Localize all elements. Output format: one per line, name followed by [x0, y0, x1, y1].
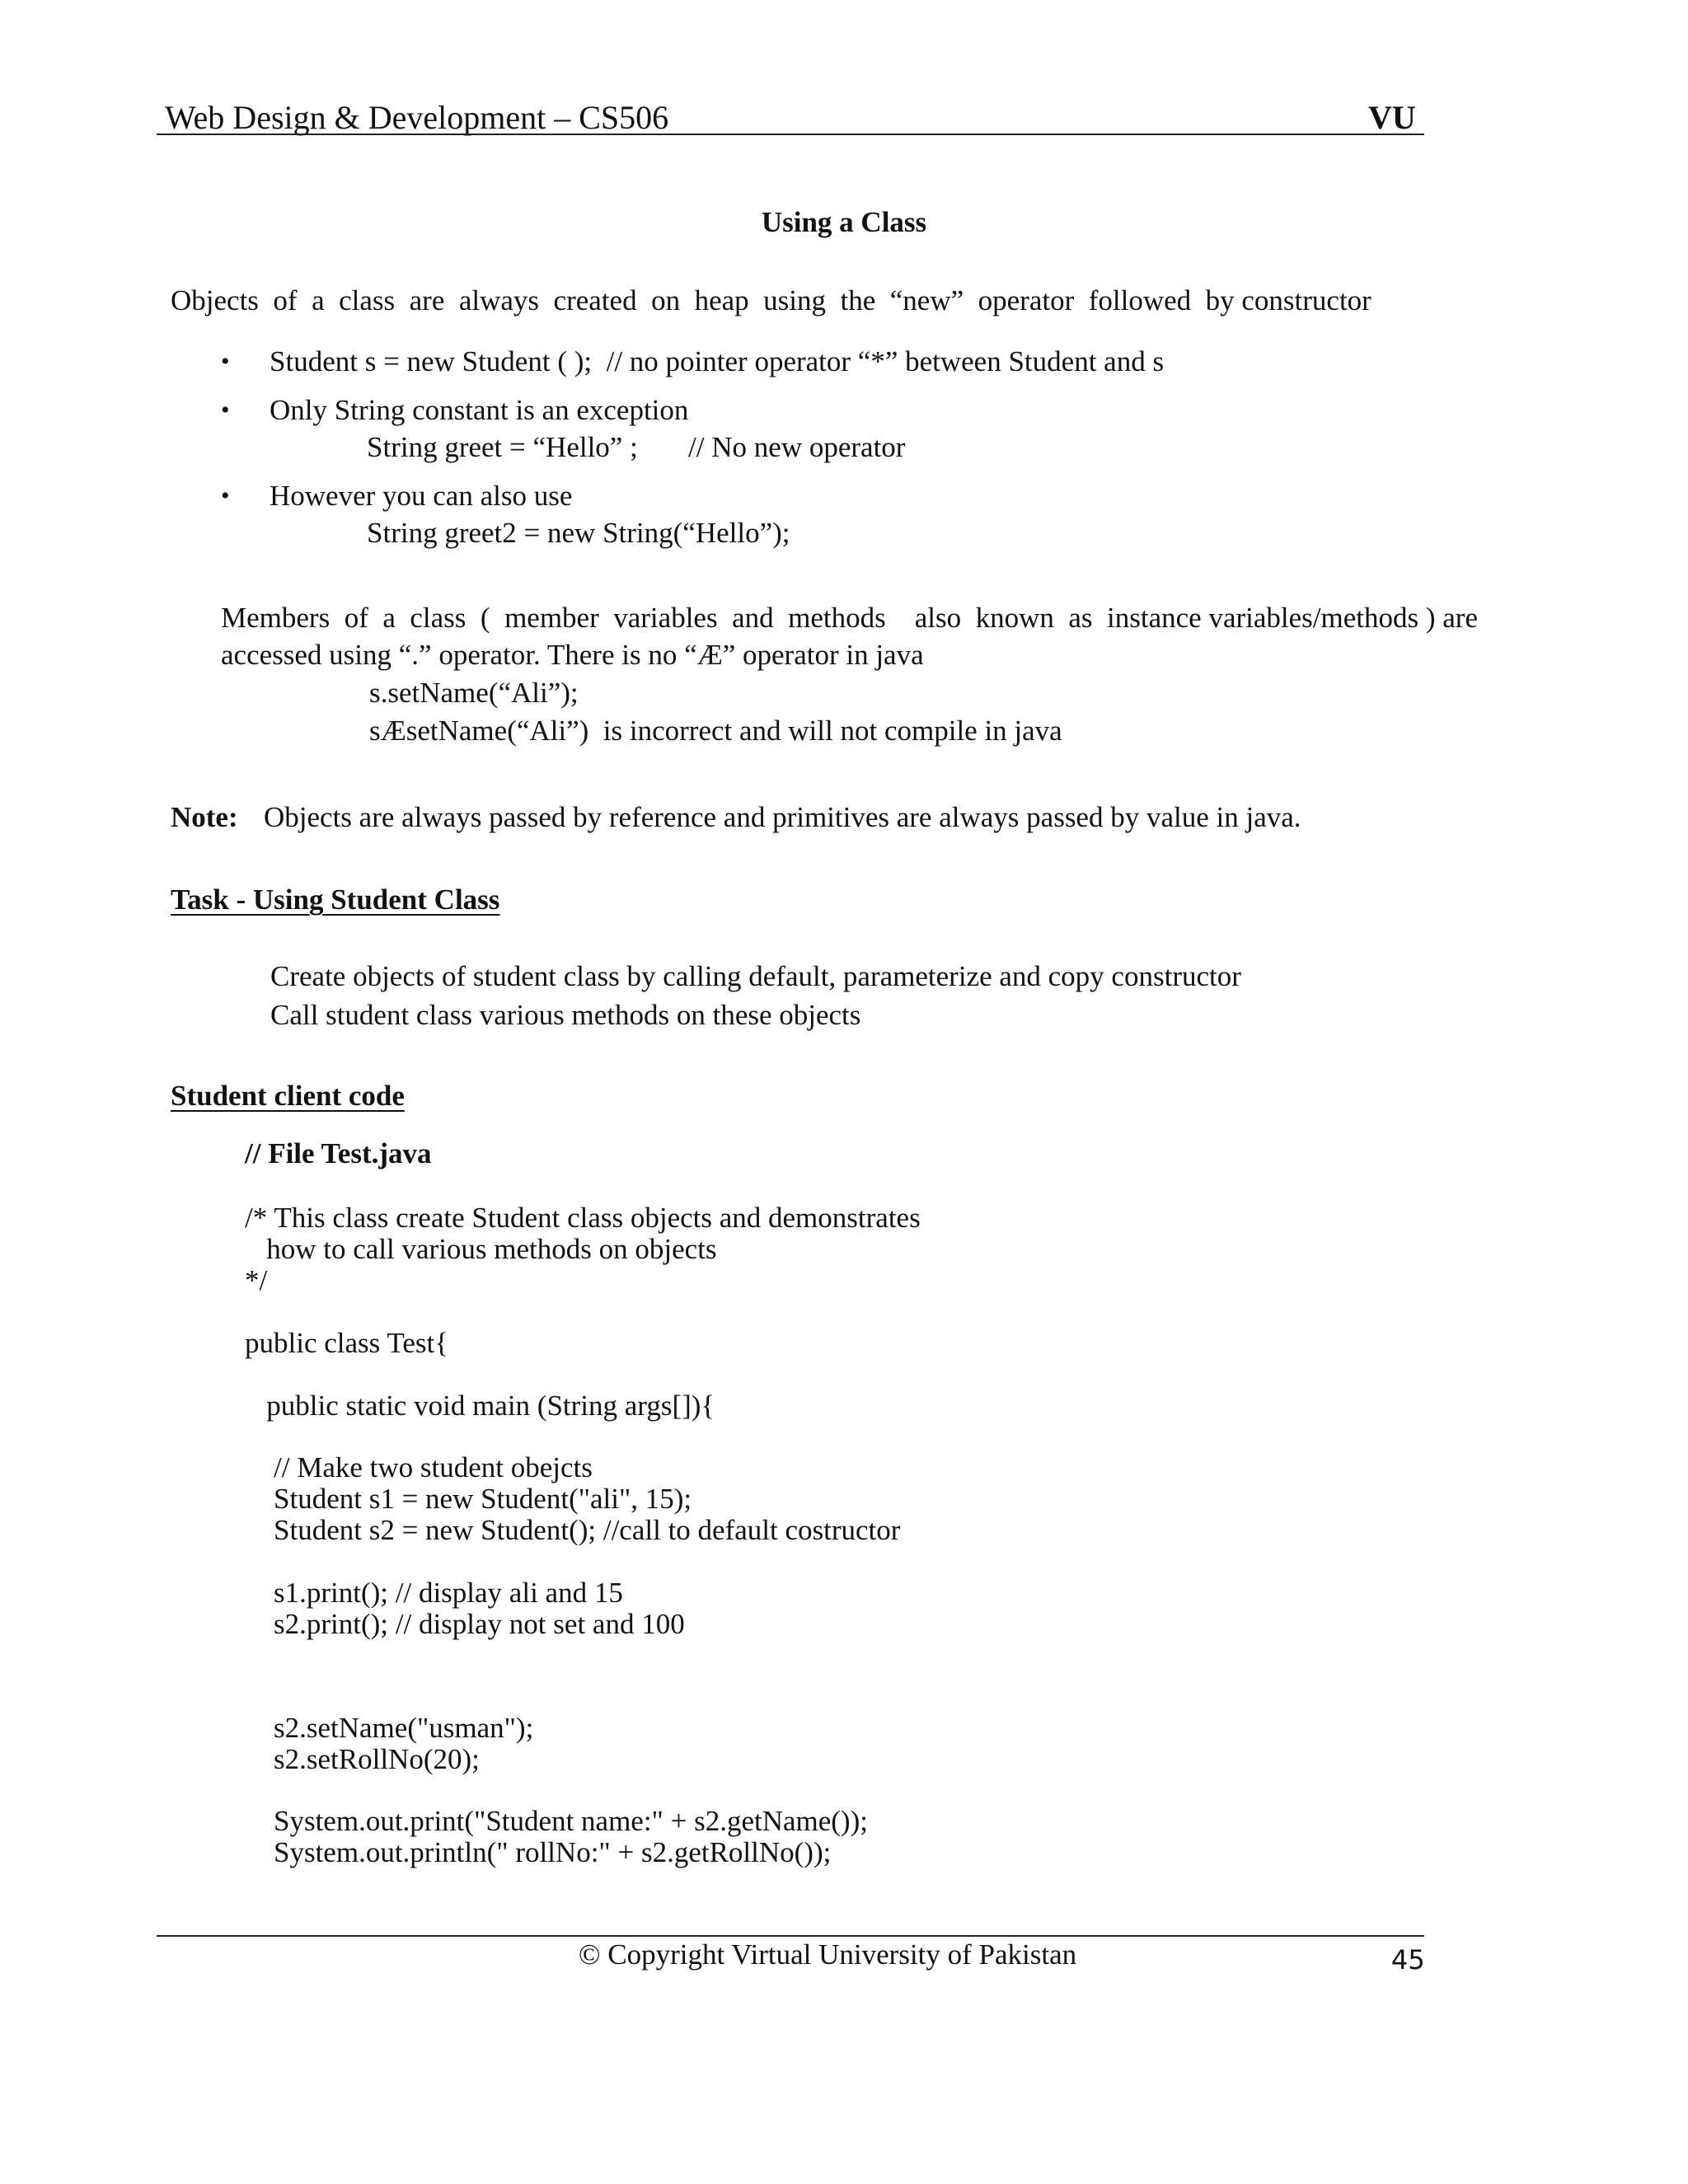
footer-copyright: © Copyright Virtual University of Pakistan: [578, 1938, 1077, 1971]
intro-paragraph: Objects of a class are always created on heap using the “new” operator followed by constructor: [171, 284, 1372, 316]
bullet-item-1: Student s = new Student ( ); // no pointer operator “*” between Student and s: [270, 345, 1165, 377]
code-line: Student s2 = new Student(); //call to default costructor: [245, 1514, 901, 1546]
code-line: System.out.print("Student name:" + s2.getName());: [245, 1805, 868, 1837]
code-line: */: [245, 1264, 268, 1296]
bullet-icon: •: [221, 396, 230, 424]
task-heading: Task - Using Student Class: [171, 883, 500, 916]
task-line-2: Call student class various methods on these objects: [270, 999, 861, 1031]
bullet-item-3-code: String greet2 = new String(“Hello”);: [367, 517, 790, 549]
members-code-2: sÆsetName(“Ali”) is incorrect and will not compile in java: [369, 715, 1062, 747]
footer-rule: [157, 1935, 1424, 1937]
members-code-1: s.setName(“Ali”);: [369, 677, 579, 709]
bullet-icon: •: [221, 482, 230, 509]
code-line: public static void main (String args[]){: [245, 1390, 715, 1422]
task-line-1: Create objects of student class by calling default, parameterize and copy constructor: [270, 960, 1241, 992]
section-title: Using a Class: [761, 206, 927, 238]
header-institution: VU: [1368, 99, 1416, 136]
header-course-title: Web Design & Development – CS506: [165, 99, 669, 136]
bullet-item-2-code: String greet = “Hello” ; // No new operator: [367, 431, 906, 463]
client-code-heading: Student client code: [171, 1080, 405, 1112]
code-line: s2.print(); // display not set and 100: [245, 1608, 685, 1640]
bullet-item-2: Only String constant is an exception: [270, 394, 689, 426]
header-rule: [157, 134, 1424, 135]
members-line-1: Members of a class ( member variables and methods also known as instance variables/methods ) are: [221, 602, 1478, 634]
code-line: public class Test{: [245, 1327, 448, 1359]
code-line: Student s1 = new Student("ali", 15);: [245, 1483, 692, 1515]
code-line: how to call various methods on objects: [245, 1233, 717, 1265]
code-line: // Make two student obejcts: [245, 1451, 593, 1483]
note-text: Objects are always passed by reference and primitives are always passed by value in java.: [264, 801, 1301, 833]
file-comment: // File Test.java: [245, 1137, 432, 1169]
code-line: /* This class create Student class objects and demonstrates: [245, 1202, 921, 1234]
code-line: s2.setRollNo(20);: [245, 1743, 480, 1775]
bullet-item-3: However you can also use: [270, 480, 573, 512]
bullet-icon: •: [221, 348, 230, 375]
code-line: s2.setName("usman");: [245, 1712, 534, 1744]
code-line: s1.print(); // display ali and 15: [245, 1577, 623, 1609]
page-number: 45: [1391, 1944, 1425, 1975]
members-line-2: accessed using “.” operator. There is no “Æ” operator in java: [221, 639, 924, 671]
code-line: System.out.println(" rollNo:" + s2.getRollNo());: [245, 1836, 832, 1868]
note-label: Note:: [171, 801, 238, 833]
